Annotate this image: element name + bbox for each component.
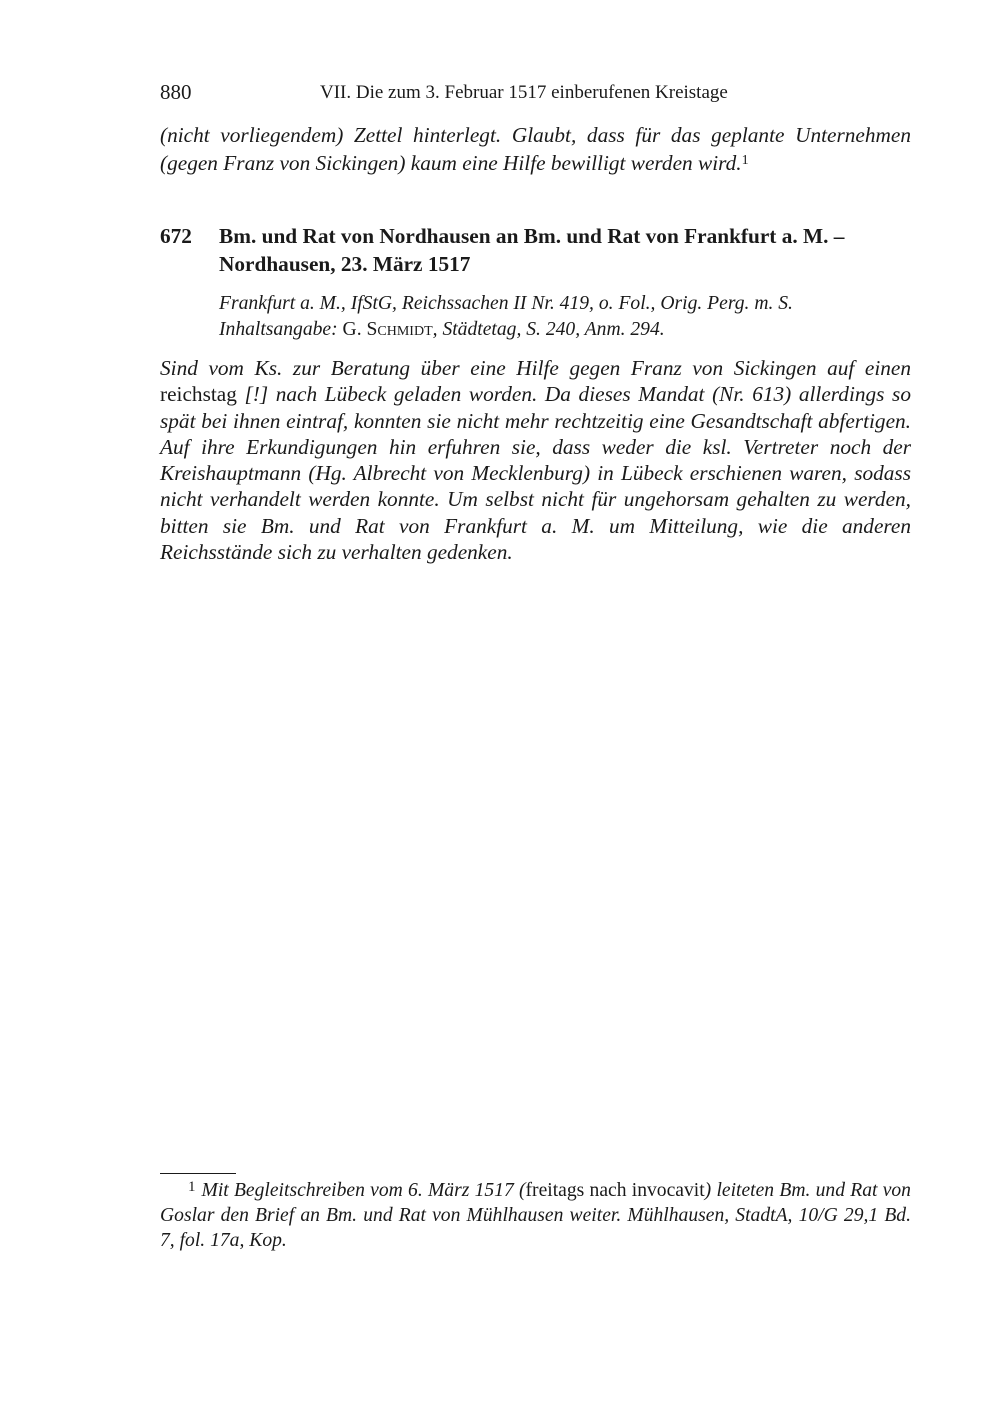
- continuation-text: (nicht vorliegendem) Zettel hinterlegt. Glaubt, dass für das geplante Unternehmen (gegen Franz von Sickingen) kaum eine Hilfe bewilligt werden wird.: [160, 123, 911, 175]
- citation: , Städtetag, S. 240, Anm. 294.: [432, 319, 665, 340]
- footnote-text-1: Mit Begleitschreiben vom 6. März 1517 (: [201, 1180, 526, 1201]
- page-number: 880: [160, 80, 192, 104]
- summary-text-2: [!] nach Lübeck geladen worden. Da dieses Mandat (Nr. 613) allerdings so spät bei ihnen eintraf, konnten sie nicht mehr rechtzeitig eine Gesandtschaft abfertigen. Auf ihre Erkundigungen hin erfuhren sie, dass weder die ksl. Vertreter noch der Kreishauptmann (Hg. Albrecht von Mecklenburg) in Lübeck erschienen waren, sodass nicht verhandelt werden konnte. Um selbst nicht für ungehorsam gehalten zu werden, bitten sie Bm. und Rat von Frankfurt a. M. um Mitteilung, wie die anderen Reichsstände sich zu verhalten gedenken.: [160, 382, 911, 565]
- footnote-number: 1: [188, 1179, 196, 1195]
- footnote-reference: 1: [741, 153, 749, 168]
- document-title: Bm. und Rat von Nordhausen an Bm. und Rat von Frankfurt a. M. – Nordhausen, 23. März 1517: [219, 224, 845, 276]
- summary-quoted-word: reichstag: [160, 382, 237, 407]
- running-head: [160, 80, 911, 108]
- continuation-paragraph: [160, 121, 911, 177]
- summary-paragraph: [160, 355, 911, 565]
- summary-text-1: Sind vom Ks. zur Beratung über eine Hilfe gegen Franz von Sickingen auf einen: [160, 356, 911, 380]
- summary-reference: [219, 317, 911, 343]
- footnote: [160, 1178, 911, 1253]
- author-name: Schmidt: [366, 319, 433, 340]
- document-number: 672: [160, 224, 192, 248]
- running-title: VII. Die zum 3. Februar 1517 einberufenen Kreistage: [320, 82, 728, 103]
- footnote-text-2: ) leiteten Bm. und Rat von Goslar den Brief an Bm. und Rat von Mühlhausen weiter. Mühlhausen, StadtA, 10/G 29,1 Bd. 7, fol. 17a, Kop.: [160, 1180, 911, 1251]
- archive-reference: Frankfurt a. M., IfStG, Reichssachen II Nr. 419, o. Fol., Orig. Perg. m. S.: [219, 293, 793, 314]
- summary-label: Inhaltsangabe:: [219, 319, 338, 340]
- footnote-divider: [160, 1173, 236, 1174]
- footnote-quoted-date: freitags nach invocavit: [525, 1180, 705, 1201]
- book-page: [160, 0, 911, 1418]
- source-block: [219, 291, 911, 343]
- author-initial: G.: [342, 319, 362, 340]
